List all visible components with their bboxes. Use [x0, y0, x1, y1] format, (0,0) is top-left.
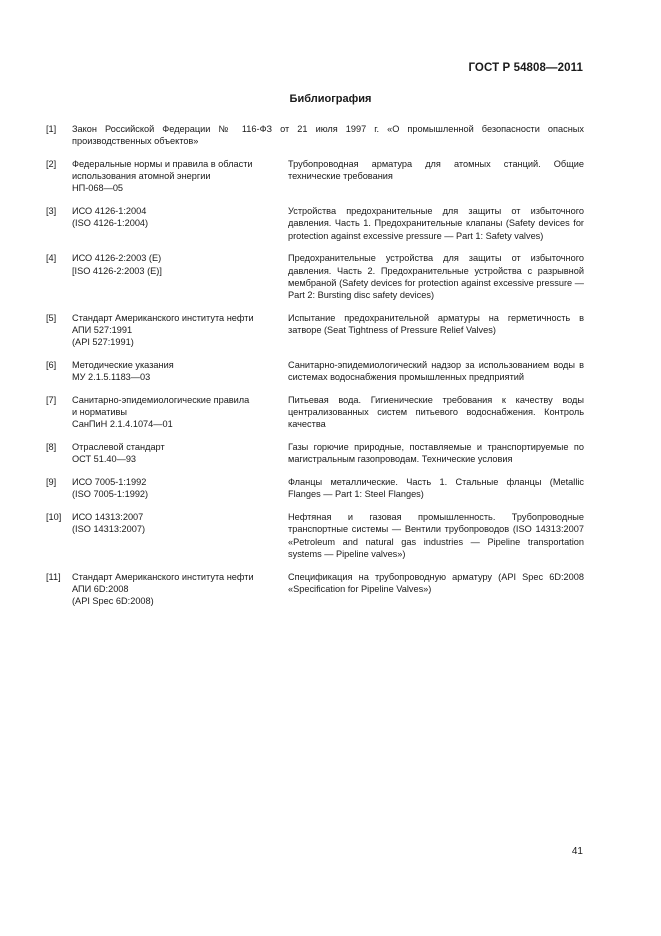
entry-number: [6]	[46, 360, 57, 371]
entry-source	[72, 312, 288, 349]
entry-number: [1]	[46, 124, 57, 134]
entry-title: Устройства предохранительные для защиты от избыточного давления. Часть 1. Предохранительные клапаны (Safety devices for protection against excessive pressure — Part 1: Safety valves)	[288, 206, 584, 241]
page-number: 41	[571, 846, 583, 857]
entry-number: [9]	[46, 477, 57, 488]
entry-source-line: АПИ 6D:2008	[72, 583, 129, 594]
entry-source-line: ОСТ 51.40—93	[72, 454, 137, 465]
entry-source	[72, 441, 288, 465]
entry-source-line: Стандарт Американского института нефти	[72, 571, 254, 582]
bibliography-entry	[46, 158, 584, 195]
entry-source-line: ИСО 4126-1:2004	[72, 206, 147, 217]
entry-source-line: (ISO 14313:2007)	[72, 524, 146, 535]
entry-source-line: МУ 2.1.5.1183—03	[72, 372, 151, 383]
bibliography-entry	[46, 252, 584, 301]
entry-number: [11]	[46, 571, 61, 582]
entry-number: [3]	[46, 206, 57, 217]
entry-title: Санитарно-эпидемиологический надзор за использованием воды в системах водоснабжения промышленных предприятий	[288, 360, 584, 383]
bibliography-entry	[46, 123, 584, 147]
entry-source-line: и нормативы	[72, 407, 128, 418]
entry-source-line: Федеральные нормы и правила в области	[72, 159, 253, 169]
standard-code: ГОСТ Р 54808—2011	[468, 62, 583, 74]
entry-source	[72, 252, 288, 301]
bibliography-entry	[46, 476, 584, 500]
bibliography-entry	[46, 441, 584, 465]
entry-number: [2]	[46, 159, 57, 169]
entry-source-line: (ISO 4126-1:2004)	[72, 218, 149, 229]
entry-source	[72, 511, 288, 560]
entry-title: Питьевая вода. Гигиенические требования к качеству воды централизованных систем питьевого водоснабжения. Контроль качества	[288, 395, 584, 430]
entry-source-line: НП-068—05	[72, 183, 124, 194]
entry-source-line: (ISO 7005-1:1992)	[72, 489, 149, 500]
bibliography-entry	[46, 359, 584, 383]
page-title: Библиография	[289, 93, 372, 105]
bibliography-entry	[46, 205, 584, 242]
entry-title: Газы горючие природные, поставляемые и транспортируемые по магистральным газопроводам. Технические условия	[288, 442, 584, 465]
entry-source-line: (API 527:1991)	[72, 337, 134, 348]
entry-number: [8]	[46, 442, 57, 453]
entry-source-line: ИСО 7005-1:1992	[72, 477, 147, 488]
bibliography-entry	[46, 511, 584, 560]
entry-source-line: (API Spec 6D:2008)	[72, 596, 154, 607]
entry-number: [4]	[46, 253, 57, 264]
entry-title: Испытание предохранительной арматуры на герметичность в затворе (Seat Tightness of Pressure Relief Valves)	[288, 312, 584, 336]
entry-title: Трубопроводная арматура для атомных станций. Общие технические требования	[288, 159, 584, 182]
entry-title: Нефтяная и газовая промышленность. Трубопроводные транспортные системы — Вентили трубопроводов (ISO 14313:2007 «Petroleum and natural gas industries — Pipeline transportation systems — Pipeline valves»)	[288, 512, 584, 559]
bibliography-entry	[46, 571, 584, 608]
bibliography-entry	[46, 394, 584, 431]
entry-source-line: АПИ 527:1991	[72, 325, 133, 336]
entry-source	[72, 394, 288, 431]
bibliography-entry	[46, 312, 584, 349]
entry-title: Фланцы металлические. Часть 1. Стальные фланцы (Metallic Flanges — Part 1: Steel Flanges)	[288, 477, 584, 500]
entry-source-line: ИСО 14313:2007	[72, 512, 144, 523]
entry-source	[72, 205, 288, 242]
entry-number: [5]	[46, 312, 57, 323]
entry-source-line: [ISO 4126-2:2003 (E)]	[72, 265, 162, 276]
entry-text: Закон Российской Федерации № 116-ФЗ от 21 июля 1997 г. «О промышленной безопасности опасных производственных объектов»	[72, 124, 584, 147]
entry-source	[72, 476, 288, 500]
entry-source-line: Отраслевой стандарт	[72, 442, 165, 453]
entry-source	[72, 158, 288, 195]
entry-source-line: Санитарно-эпидемиологические правила	[72, 395, 250, 406]
entry-source-line: Стандарт Американского института нефти	[72, 312, 254, 323]
entry-source-line: СанПиН 2.1.4.1074—01	[72, 419, 173, 430]
bibliography-list	[46, 123, 584, 618]
entry-source-line: ИСО 4126-2:2003 (E)	[72, 253, 162, 264]
entry-source	[72, 571, 288, 608]
entry-source-line: Методические указания	[72, 360, 174, 371]
entry-number: [7]	[46, 395, 57, 406]
entry-title: Спецификация на трубопроводную арматуру (API Spec 6D:2008 «Specification for Pipeline Valves»)	[288, 571, 584, 594]
entry-source-line: использования атомной энергии	[72, 171, 211, 182]
entry-number: [10]	[46, 512, 62, 523]
entry-source	[72, 359, 288, 383]
entry-title: Предохранительные устройства для защиты от избыточного давления. Часть 2. Предохранительные устройства с разрывной мембраной (Safety devices for protection against excessive pressure — Part 2: Bursting disc safety devices)	[288, 253, 584, 301]
